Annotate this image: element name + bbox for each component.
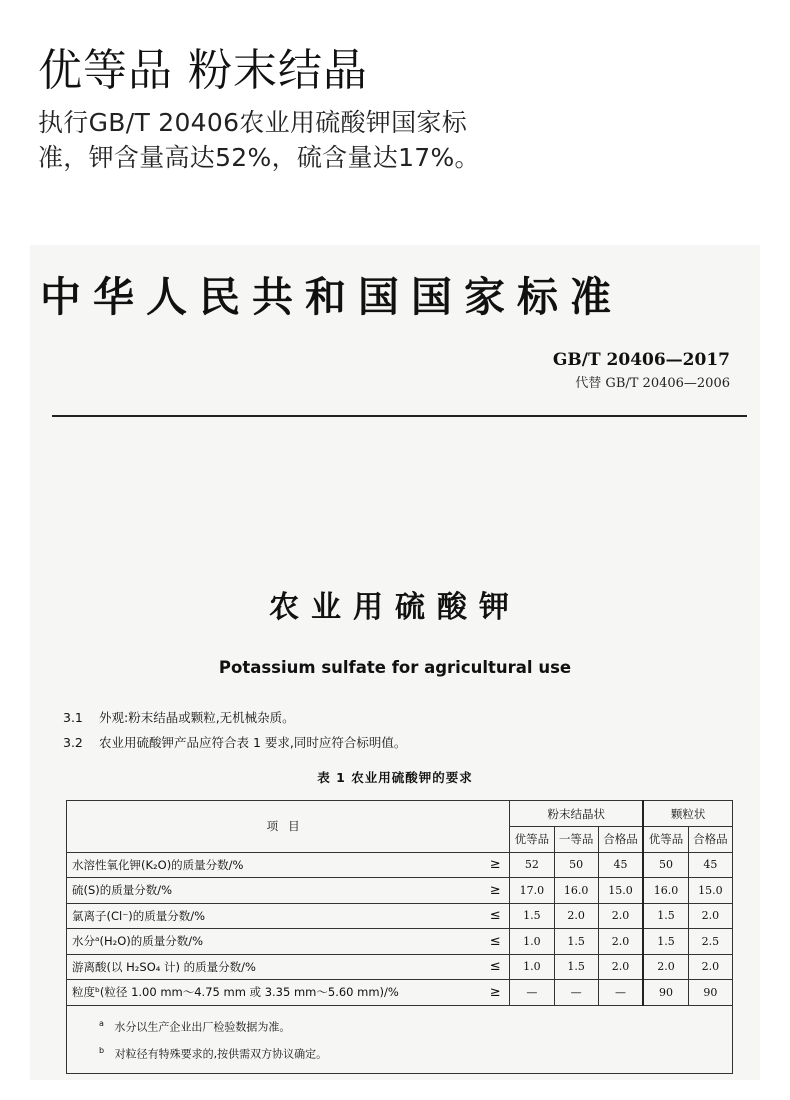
table-cell: 1.5: [554, 929, 598, 955]
requirements-table: [66, 800, 733, 1074]
grade-header: 优等品: [643, 827, 688, 853]
table-row: [67, 878, 733, 904]
table-row: [67, 903, 733, 929]
document-title-cn: 农业用硫酸钾: [269, 590, 521, 625]
table-header-row: [67, 801, 733, 827]
comparison-symbol: ≥: [481, 852, 510, 878]
table-cell: 52: [510, 852, 554, 878]
table-cell: 1.5: [643, 903, 688, 929]
table-cell: 17.0: [510, 878, 554, 904]
comparison-symbol: ≥: [481, 878, 510, 904]
table-cell: 90: [643, 980, 688, 1006]
table-cell: 1.5: [554, 954, 598, 980]
comparison-symbol: ≥: [481, 980, 510, 1006]
grade-header: 合格品: [598, 827, 643, 853]
subline-2: 准，钾含量高达52%，硫含量达17%。: [38, 143, 480, 172]
table-cell: 45: [598, 852, 643, 878]
row-label: 游离酸(以 H₂SO₄ 计) 的质量分数/%: [67, 954, 482, 980]
table-cell: 15.0: [688, 878, 732, 904]
table-cell: 15.0: [598, 878, 643, 904]
clause-3-2: [63, 733, 406, 751]
clause-number: 3.1: [63, 710, 83, 725]
comparison-symbol: ≤: [481, 903, 510, 929]
table-cell: 2.5: [688, 929, 732, 955]
table-cell: 2.0: [688, 903, 732, 929]
table-cell: —: [554, 980, 598, 1006]
table-notes-row: [67, 1005, 733, 1073]
grade-header: 一等品: [554, 827, 598, 853]
table-cell: 2.0: [643, 954, 688, 980]
table-cell: 45: [688, 852, 732, 878]
table-cell: 1.5: [510, 903, 554, 929]
table-cell: 1.5: [643, 929, 688, 955]
table-cell: 16.0: [643, 878, 688, 904]
note-text: 水分以生产企业出厂检验数据为准。: [114, 1020, 291, 1034]
note-mark: a: [99, 1018, 104, 1028]
row-label: 水溶性氧化钾(K₂O)的质量分数/%: [67, 852, 482, 878]
note-text: 对粒径有特殊要求的,按供需双方协议确定。: [114, 1047, 328, 1061]
table-cell: 50: [554, 852, 598, 878]
table-cell: —: [510, 980, 554, 1006]
table-row: [67, 954, 733, 980]
page-headline: 优等品 粉末结晶: [38, 45, 368, 96]
table-cell: 2.0: [598, 903, 643, 929]
clause-text: 外观:粉末结晶或颗粒,无机械杂质。: [99, 710, 295, 725]
standard-replaces: 代替 GB/T 20406—2006: [575, 376, 730, 391]
clause-text: 农业用硫酸钾产品应符合表 1 要求,同时应符合标明值。: [99, 735, 407, 750]
table-cell: 2.0: [598, 954, 643, 980]
heading-rule: [52, 415, 747, 417]
group-header-powder: 粉末结晶状: [510, 801, 644, 827]
grade-header: 合格品: [688, 827, 732, 853]
row-label: 硫(S)的质量分数/%: [67, 878, 482, 904]
row-label: 氯离子(Cl⁻)的质量分数/%: [67, 903, 482, 929]
item-header: 项目: [67, 801, 510, 853]
subline-1: 执行GB/T 20406农业用硫酸钾国家标: [38, 108, 467, 137]
table-note-a: [99, 1012, 732, 1040]
grade-header: 优等品: [510, 827, 554, 853]
table-cell: 1.0: [510, 954, 554, 980]
table-row: [67, 852, 733, 878]
table-cell: —: [598, 980, 643, 1006]
comparison-symbol: ≤: [481, 954, 510, 980]
table-notes: [67, 1005, 733, 1073]
standard-heading: 中华人民共和国国家标准: [40, 273, 623, 321]
table-cell: 2.0: [598, 929, 643, 955]
row-label: 水分ᵃ(H₂O)的质量分数/%: [67, 929, 482, 955]
note-mark: b: [99, 1046, 105, 1056]
table-note-b: [99, 1039, 732, 1067]
table-title: 表 1 农业用硫酸钾的要求: [317, 770, 473, 785]
table-cell: 2.0: [688, 954, 732, 980]
table-row: [67, 929, 733, 955]
document-title-en: Potassium sulfate for agricultural use: [218, 658, 572, 677]
clause-3-1: [63, 708, 295, 726]
standard-code: GB/T 20406—2017: [552, 350, 730, 370]
comparison-symbol: ≤: [481, 929, 510, 955]
table-cell: 2.0: [554, 903, 598, 929]
group-header-granular: 颗粒状: [643, 801, 732, 827]
table-cell: 50: [643, 852, 688, 878]
clause-number: 3.2: [63, 735, 83, 750]
table-cell: 90: [688, 980, 732, 1006]
row-label: 粒度ᵇ(粒径 1.00 mm～4.75 mm 或 3.35 mm～5.60 mm)/%: [67, 980, 482, 1006]
table-row: [67, 980, 733, 1006]
table-cell: 1.0: [510, 929, 554, 955]
table-cell: 16.0: [554, 878, 598, 904]
